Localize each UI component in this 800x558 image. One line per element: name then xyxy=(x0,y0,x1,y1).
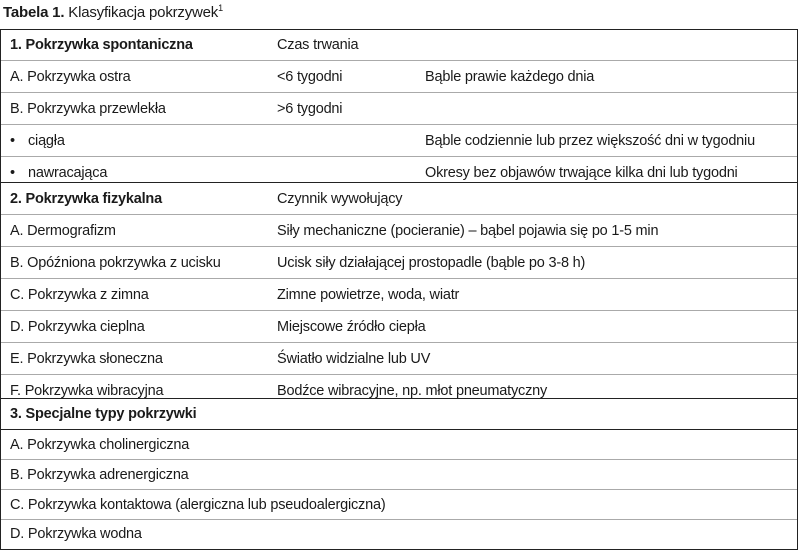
row-description: Okresy bez objawów trwające kilka dni lub tygodni xyxy=(425,164,738,181)
table-row xyxy=(1,430,797,459)
table-row xyxy=(1,311,797,342)
bullet-icon: • xyxy=(10,164,15,181)
row-trigger: Ucisk siły działającej prostopadle (bąble po 3-8 h) xyxy=(277,254,586,271)
row-description: Bąble prawie każdego dnia xyxy=(425,68,595,85)
row-label: C. Pokrzywka kontaktowa (alergiczna lub pseudoalergiczna) xyxy=(10,496,386,513)
row-duration: <6 tygodni xyxy=(277,68,343,85)
section-header-row xyxy=(1,399,797,429)
table-caption xyxy=(3,3,223,21)
table-row xyxy=(1,247,797,278)
row-duration: >6 tygodni xyxy=(277,100,343,117)
column-heading: Czas trwania xyxy=(277,37,359,53)
row-label: D. Pokrzywka cieplna xyxy=(10,318,145,335)
row-label: C. Pokrzywka z zimna xyxy=(10,286,149,303)
row-description: Bąble codziennie lub przez większość dni w tygodniu xyxy=(425,132,755,149)
section-spontaneous xyxy=(1,30,797,182)
section-header-row xyxy=(1,183,797,214)
urticaria-classification-table xyxy=(0,29,798,550)
row-trigger: Bodźce wibracyjne, np. młot pneumatyczny xyxy=(277,382,548,399)
table-row xyxy=(1,279,797,310)
table-row xyxy=(1,125,797,156)
row-label: • ciągła xyxy=(10,132,65,149)
row-label: B. Pokrzywka adrenergiczna xyxy=(10,466,189,483)
section-title: 3. Specjalne typy pokrzywki xyxy=(10,406,197,422)
table-row xyxy=(1,460,797,489)
row-label: B. Pokrzywka przewlekła xyxy=(10,100,166,117)
table-row xyxy=(1,490,797,519)
section-header-row xyxy=(1,30,797,60)
column-heading: Czynnik wywołujący xyxy=(277,190,403,207)
section-title: 1. Pokrzywka spontaniczna xyxy=(10,37,193,53)
row-label: B. Opóźniona pokrzywka z ucisku xyxy=(10,254,221,271)
row-label: E. Pokrzywka słoneczna xyxy=(10,350,163,367)
row-label: F. Pokrzywka wibracyjna xyxy=(10,382,164,399)
section-title: 2. Pokrzywka fizykalna xyxy=(10,190,162,207)
row-trigger: Światło widzialne lub UV xyxy=(277,350,431,367)
caption-footnote-ref: 1 xyxy=(218,3,223,13)
row-trigger: Siły mechaniczne (pocieranie) – bąbel pojawia się po 1-5 min xyxy=(277,222,659,239)
row-label: • nawracająca xyxy=(10,164,108,181)
caption-title: Klasyfikacja pokrzywek xyxy=(64,4,219,21)
row-label: A. Dermografizm xyxy=(10,222,116,239)
table-row xyxy=(1,61,797,92)
row-label: A. Pokrzywka ostra xyxy=(10,68,131,85)
table-row xyxy=(1,520,797,548)
bullet-icon: • xyxy=(10,132,15,149)
row-trigger: Miejscowe źródło ciepła xyxy=(277,318,426,335)
row-trigger: Zimne powietrze, woda, wiatr xyxy=(277,286,460,303)
table-row xyxy=(1,93,797,124)
section-physical xyxy=(1,182,797,398)
table-row xyxy=(1,215,797,246)
table-row xyxy=(1,343,797,374)
row-label: D. Pokrzywka wodna xyxy=(10,526,142,542)
row-label: A. Pokrzywka cholinergiczna xyxy=(10,436,190,453)
caption-label: Tabela 1. xyxy=(3,4,65,21)
section-special xyxy=(1,398,797,548)
